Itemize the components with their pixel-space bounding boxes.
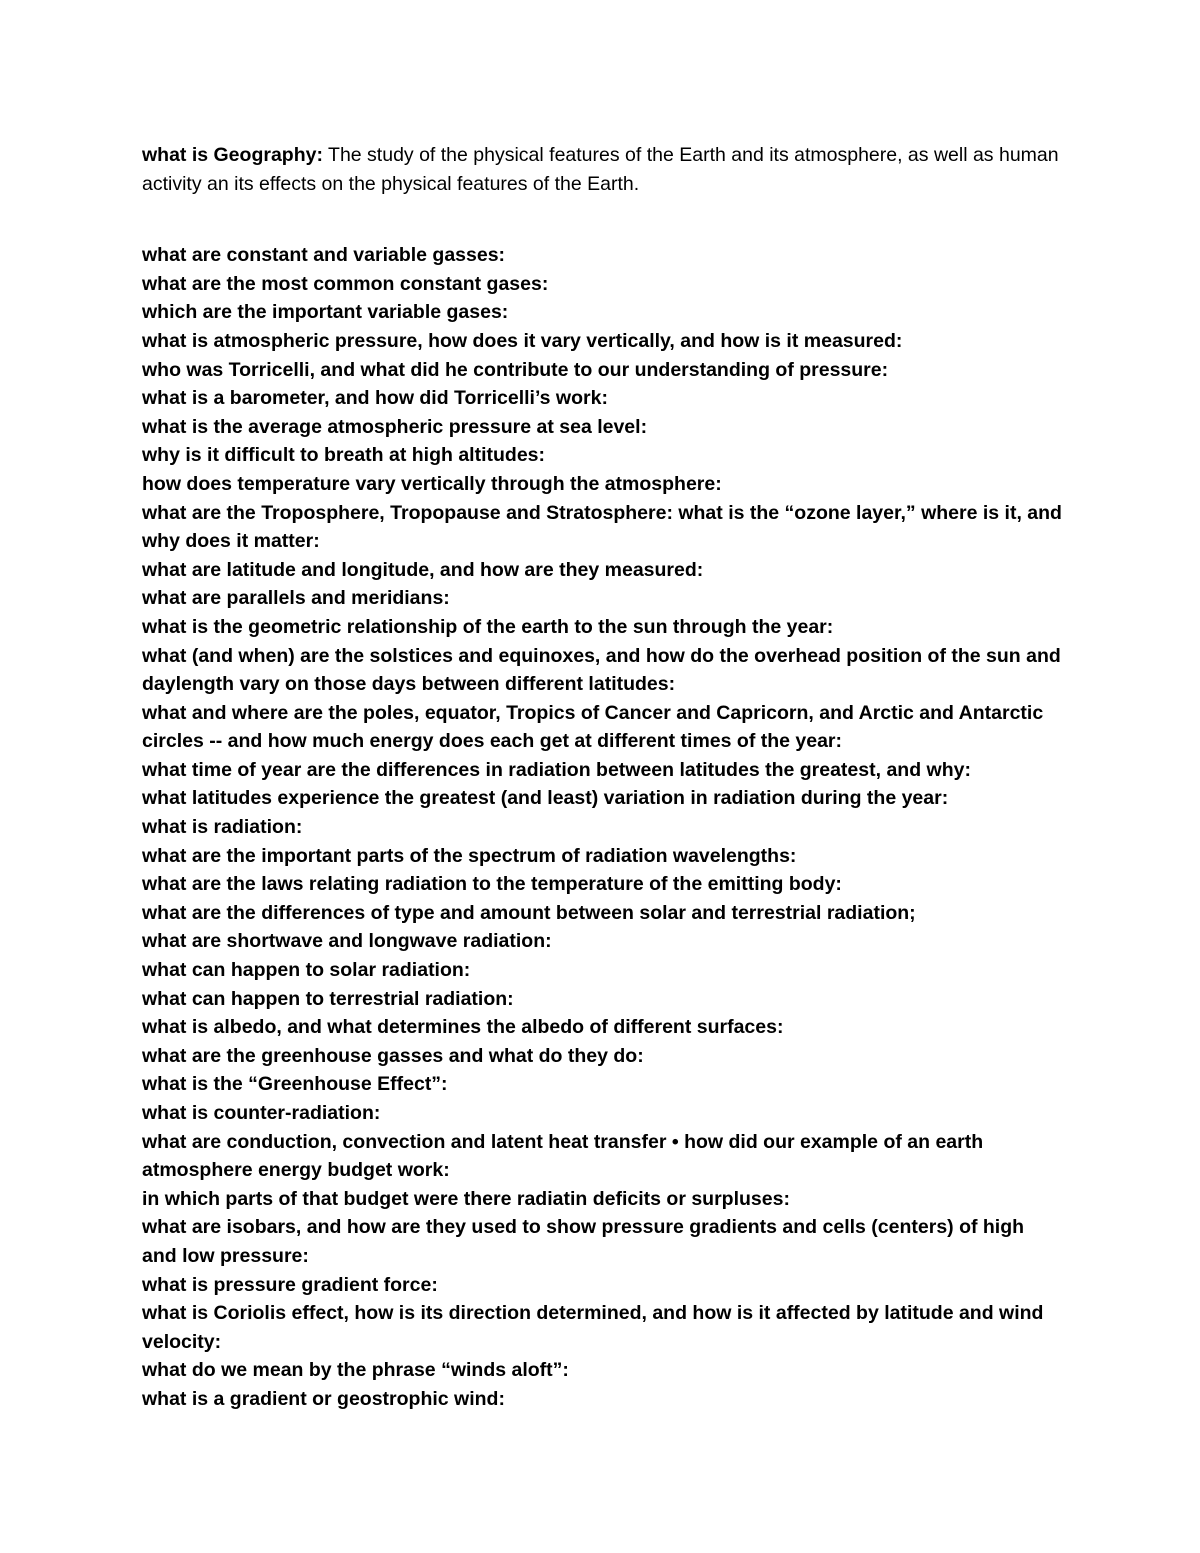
question-item: what are the important parts of the spectrum of radiation wavelengths: [142,844,797,867]
question-item: what are the greenhouse gasses and what do they do: [142,1044,644,1067]
question-item: what is pressure gradient force: [142,1273,438,1296]
question-item: how does temperature vary vertically through the atmosphere: [142,472,722,495]
question-list [142,241,1062,1413]
question-item: what are conduction, convection and latent heat transfer • how did our example of an earth atmosphere energy budget work: [142,1130,984,1182]
question-item: what is the geometric relationship of the earth to the sun through the year: [142,615,834,638]
question-item: what can happen to terrestrial radiation: [142,987,514,1010]
question-item: what is radiation: [142,816,303,839]
question-item: what is the “Greenhouse Effect”: [142,1073,448,1096]
document-content [142,141,1062,1414]
question-item: what are the Troposphere, Tropopause and Stratosphere: what is the “ozone layer,” where is it, and why does it matter: [142,501,1062,553]
question-item: what are the laws relating radiation to the temperature of the emitting body: [142,873,842,896]
question-item: what are the differences of type and amount between solar and terrestrial radiation; [142,901,916,924]
question-item: which are the important variable gases: [142,301,509,324]
intro-term: what is Geography: [142,144,323,166]
intro-definition: The study of the physical features of the Earth and its atmosphere, as well as human activity an its effects on the physical features of the Earth. [142,144,1059,195]
question-item: what is Coriolis effect, how is its direction determined, and how is it affected by latitude and wind velocity: [142,1302,1044,1353]
question-item: what are parallels and meridians: [142,587,450,610]
question-item: what is atmospheric pressure, how does it vary vertically, and how is it measured: [142,329,903,352]
question-item: what is the average atmospheric pressure at sea level: [142,415,648,438]
question-item: what are latitude and longitude, and how are they measured: [142,558,704,581]
question-item: what and where are the poles, equator, Tropics of Cancer and Capricorn, and Arctic and Antarctic circles -- and how much energy does each get at different times of the year: [142,701,1044,753]
question-item: what can happen to solar radiation: [142,959,471,982]
question-item: what are constant and variable gasses: [142,244,506,267]
question-item: in which parts of that budget were there radiatin deficits or surpluses: [142,1187,790,1210]
question-item: what is a barometer, and how did Torricelli’s work: [142,387,608,410]
question-item: what are the most common constant gases: [142,272,549,295]
intro-paragraph [142,141,1062,198]
question-item: why is it difficult to breath at high altitudes: [142,444,546,467]
question-item: what is counter-radiation: [142,1102,381,1124]
question-item: what latitudes experience the greatest (and least) variation in radiation during the year: [142,787,949,810]
question-item: what are shortwave and longwave radiation: [142,930,552,953]
question-item: what (and when) are the solstices and equinoxes, and how do the overhead position of the sun and daylength vary on those days between different latitudes: [142,644,1061,696]
question-item: what time of year are the differences in radiation between latitudes the greatest, and why: [142,758,971,781]
question-item: what is a gradient or geostrophic wind: [142,1387,505,1410]
question-item: what is albedo, and what determines the albedo of different surfaces: [142,1016,784,1039]
question-item: who was Torricelli, and what did he contribute to our understanding of pressure: [142,358,889,381]
question-item: what are isobars, and how are they used to show pressure gradients and cells (centers) of high and low pressure: [142,1216,1025,1267]
question-item: what do we mean by the phrase “winds aloft”: [142,1359,569,1382]
